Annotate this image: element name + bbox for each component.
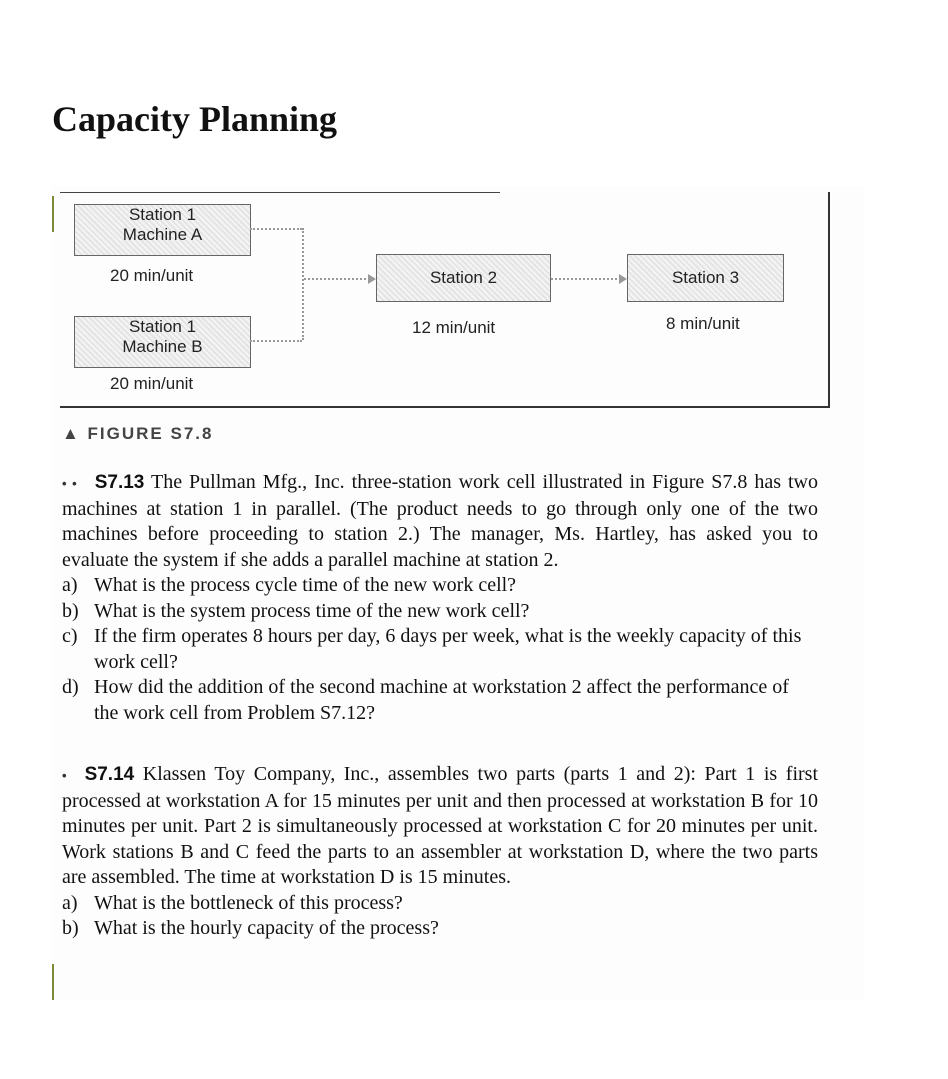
station2-rate: 12 min/unit	[412, 318, 496, 337]
station3-rate: 8 min/unit	[666, 314, 740, 333]
diagram-top-border	[60, 192, 500, 193]
station1-a-rate: 20 min/unit	[110, 266, 194, 285]
problem-s7-14	[62, 762, 818, 942]
station1-b-rate: 20 min/unit	[110, 374, 194, 393]
problem-s7-13	[62, 470, 818, 726]
connector-merge	[302, 228, 304, 340]
flow-arrow-to-station3	[551, 278, 621, 280]
question-a: a) What is the process cycle time of the new work cell?	[62, 574, 517, 596]
page-title: Capacity Planning	[52, 99, 338, 139]
question-c: c) If the firm operates 8 hours per day, 6 days per week, what is the weekly capacity of this work cell?	[62, 625, 802, 673]
scan-edge-mark	[52, 964, 54, 1000]
question-a: a) What is the bottleneck of this process?	[62, 891, 403, 914]
flow-arrow-to-station2	[304, 278, 370, 280]
problem-text: Klassen Toy Company, Inc., assembles two parts (parts 1 and 2): Part 1 is first processed at workstation A for 15 minutes per unit and then processed at workstation B for 10 minutes per unit. Part 2 is simultaneously processed at workstation C for 20 minutes per unit. Work stations B and C feed the parts to an assembler at workstation D, where the two parts are assembled. The time at workstation D is 15 minutes.	[62, 763, 818, 888]
connector-b	[250, 340, 302, 342]
problem-number: S7.13	[94, 472, 145, 493]
difficulty-marker: • •	[62, 476, 77, 491]
station3-box: Station 3	[627, 254, 784, 302]
station1-machine-a-box	[74, 204, 251, 256]
station2-box: Station 2	[376, 254, 551, 302]
question-d: d) How did the addition of the second machine at workstation 2 affect the performance of the work cell from Problem S7.12?	[62, 676, 789, 724]
scan-edge-mark	[52, 196, 54, 232]
problem-intro	[62, 762, 818, 891]
problem-text: The Pullman Mfg., Inc. three-station work cell illustrated in Figure S7.8 has two machines at station 1 in parallel. (The product needs to go through only one of the two machines before proceeding to station 2.) The manager, Ms. Hartley, has asked you to evaluate the system if she adds a parallel machine at station 2.	[62, 471, 818, 571]
station1-machine-b-box	[74, 316, 251, 368]
station1-b-line2: Machine B	[122, 337, 203, 356]
problem-intro	[62, 470, 818, 573]
station1-a-line2: Machine A	[122, 225, 203, 244]
station1-b-line1: Station 1	[128, 317, 197, 336]
question-b: b) What is the hourly capacity of the process?	[62, 917, 439, 939]
figure-caption: ▲ FIGURE S7.8	[62, 424, 214, 443]
scanned-textbook-excerpt	[52, 186, 864, 1001]
problem-number: S7.14	[84, 764, 135, 785]
difficulty-marker: •	[62, 768, 67, 783]
station1-a-line1: Station 1	[128, 205, 197, 224]
question-b: b) What is the system process time of the new work cell?	[62, 599, 530, 622]
connector-a	[250, 228, 302, 230]
work-cell-diagram	[60, 192, 830, 408]
